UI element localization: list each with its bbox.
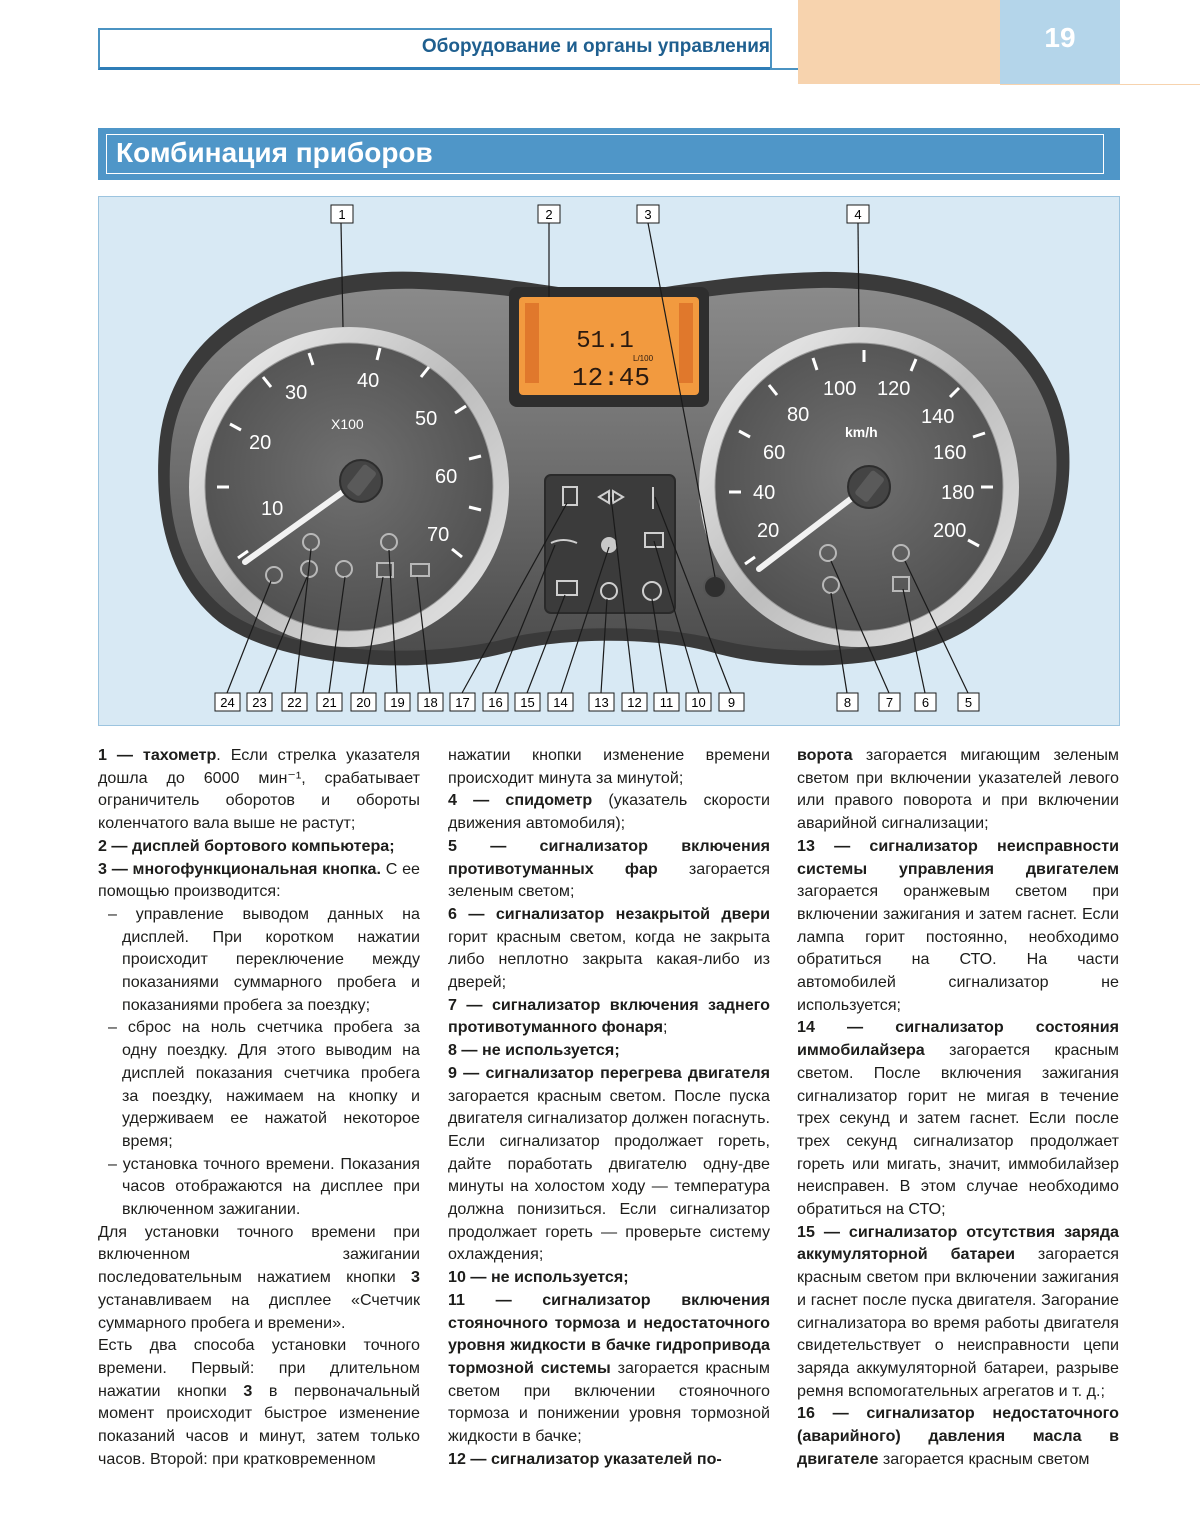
- speed-tick-60: 60: [763, 442, 786, 464]
- speed-tick-80: 80: [787, 404, 810, 426]
- item-5-term: 5 — сигнализатор включения противотуманных фар: [448, 836, 770, 878]
- item-2-paragraph: [98, 835, 420, 858]
- display-clock: 12:45: [571, 363, 651, 393]
- item-12-term-end: ворота: [797, 746, 853, 764]
- running-header-title: Оборудование и органы управления: [421, 36, 770, 57]
- tacho-tick-20: 20: [249, 432, 272, 454]
- display-reading: 51.1: [576, 328, 634, 355]
- speed-tick-200: 200: [933, 520, 967, 542]
- item-4-paragraph: [448, 789, 770, 834]
- callout-16: 16: [488, 695, 503, 710]
- tacho-tick-30: 30: [285, 382, 308, 404]
- speed-tick-160: 160: [933, 442, 967, 464]
- speed-unit: km/h: [845, 424, 878, 440]
- item-9-paragraph: [448, 1062, 770, 1266]
- item-12-paragraph: [448, 1448, 770, 1471]
- callout-18: 18: [423, 695, 438, 710]
- item-6-text: горит красным светом, когда не закрыта либо неплотно закрыта какая-либо из дверей;: [448, 927, 770, 992]
- speed-tick-120: 120: [877, 378, 911, 400]
- speed-tick-40: 40: [753, 482, 776, 504]
- item-5-text: загорается зеленым светом;: [448, 859, 770, 901]
- header-orange-block: [798, 0, 1000, 84]
- item-8-paragraph: [448, 1039, 770, 1062]
- item-1-term: 1 — тахометр: [98, 746, 217, 764]
- callout-15: 15: [520, 695, 535, 710]
- item-13-paragraph: [797, 835, 1119, 1017]
- callout-1: 1: [338, 207, 346, 222]
- item-7-paragraph: [448, 994, 770, 1039]
- header-rule: [770, 68, 800, 70]
- item-16-term: 16 — сигнализатор недостаточного (аварийного) давления масла в двигателе: [797, 1404, 1119, 1468]
- paragraph-bold: 3: [243, 1381, 253, 1400]
- item-12-text: загорается мигающим зеленым светом при включении указателей левого или правого поворота и при включении аварийной сигнализации;: [797, 746, 1119, 833]
- item-15-term: 15 — сигнализатор отсутствия заряда аккумуляторной батареи: [797, 1222, 1119, 1264]
- speedometer: [699, 327, 1019, 647]
- item-16-paragraph: [797, 1402, 1119, 1470]
- paragraph-text: в первоначальный момент происходит быстрое изменение показаний часов и минут, затем только часов. Второй: при кратковременном: [98, 1381, 421, 1468]
- callout-13: 13: [594, 695, 609, 710]
- item-3-term: 3 — многофункциональная кнопка.: [98, 859, 381, 878]
- callout-5: 5: [964, 695, 973, 710]
- paragraph: [98, 1221, 420, 1335]
- callout-22: 22: [287, 695, 302, 710]
- item-11-paragraph: [448, 1289, 770, 1448]
- instrument-cluster-figure: [98, 196, 1120, 726]
- callout-3: 3: [644, 207, 652, 222]
- callout-19: 19: [390, 695, 405, 710]
- tachometer: [189, 327, 509, 647]
- tacho-tick-40: 40: [357, 370, 380, 392]
- list-item: – управление выводом данных на дисплей. При коротком нажатии происходит переключение между показаниями суммарного пробега и показаниями пробега за поездку;: [108, 904, 420, 1014]
- tacho-multiplier: X100: [331, 416, 364, 432]
- item-11-term: 11 — сигнализатор включения стояночного тормоза и недостаточного уровня жидкости в бачке гидропривода тормозной системы: [448, 1290, 770, 1377]
- callouts-bottom: [215, 693, 979, 711]
- item-4-term: 4 — спидометр: [448, 791, 593, 810]
- item-16-text: загорается красным светом: [878, 1449, 1090, 1468]
- cluster-illustration: [99, 197, 1121, 727]
- item-8-term: 8 — не используется;: [448, 1041, 620, 1060]
- list-item: – сброс на ноль счетчика пробега за одну поездку. Для этого выводим на дисплей показания счетчика пробега за поездку, нажимаем на кнопку и удерживаем ее нажатой некоторое время;: [108, 1018, 420, 1150]
- text-column-1: [98, 744, 420, 1471]
- item-7-text: ;: [662, 1018, 668, 1037]
- tacho-tick-70: 70: [427, 524, 450, 546]
- list-item: – установка точного времени. Показания часов отображаются на дисплее при включенном зажигании.: [108, 1154, 420, 1219]
- callout-11: 11: [659, 695, 674, 710]
- item-14-term: 14 — сигнализатор состояния иммобилайзера: [797, 1018, 1119, 1060]
- tacho-tick-50: 50: [415, 408, 438, 430]
- text-column-2: [448, 744, 770, 1471]
- paragraph: нажатии кнопки изменение времени происходит минута за минутой;: [448, 746, 770, 787]
- paragraph-text: Для установки точного времени при включенном зажигании последовательным нажатием кнопки: [98, 1222, 420, 1287]
- callout-23: 23: [252, 695, 267, 710]
- speed-tick-140: 140: [921, 406, 955, 428]
- item-2-term: 2 — дисплей бортового компьютера;: [98, 836, 395, 855]
- item-12-continued: [797, 744, 1119, 835]
- item-13-text: загорается оранжевым светом при включении зажигания и затем гаснет. Если лампа горит постоянно, необходимо обратиться на СТО. На части автомобилей сигнализатор не используется;: [797, 882, 1119, 1014]
- paragraph-text: Есть два способа установки точного времени. Первый: при длительном нажатии кнопки: [98, 1336, 420, 1400]
- item-9-text: загорается красным светом. После пуска двигателя сигнализатор должен погаснуть. Если сигнализатор продолжает гореть, дайте поработать двигателю одну-две минуты на холостом ходу — температура должна понизиться. Если сигнализатор продолжает гореть — проверьте систему охлаждения;: [448, 1086, 770, 1264]
- item-10-paragraph: [448, 1266, 770, 1289]
- speed-tick-20: 20: [757, 520, 780, 542]
- callouts-top: [331, 205, 869, 223]
- section-title: Комбинация приборов: [116, 137, 433, 168]
- item-14-paragraph: [797, 1016, 1119, 1220]
- item-10-term: 10 — не используется;: [448, 1268, 629, 1287]
- item-4-text: (указатель скорости движения автомобиля);: [448, 791, 770, 833]
- callout-4: 4: [854, 207, 862, 222]
- paragraph-bold: 3: [411, 1268, 420, 1287]
- speed-tick-180: 180: [941, 482, 975, 504]
- item-15-paragraph: [797, 1221, 1119, 1403]
- page-number: 19: [1044, 22, 1076, 53]
- speed-tick-100: 100: [823, 378, 857, 400]
- header-thin-rule: [1000, 84, 1200, 85]
- text-column-3: [797, 744, 1119, 1471]
- item-3-paragraph: [98, 858, 420, 903]
- item-11-text: загорается красным светом при включении стояночного тормоза и понижении уровня тормозной жидкости в бачке;: [448, 1358, 770, 1446]
- paragraph: [98, 1334, 420, 1470]
- item-5-paragraph: [448, 835, 770, 903]
- item-14-text: загорается красным светом. После включения зажигания сигнализатор горит не мигая в течение трех секунд и затем гаснет. Если после трех секунд сигнализатор продолжает гореть или мигать, значит, иммобилайзер неисправен. В этом случае необходимо обратиться на СТО;: [797, 1041, 1119, 1219]
- callout-20: 20: [356, 695, 371, 710]
- item-12-term: 12 — сигнализатор указателей по-: [448, 1449, 722, 1468]
- item-15-text: загорается красным светом при включении зажигания и гаснет после пуска двигателя. Загорание сигнализатора во время работы двигателя свидетельствует о неисправности цепи заряда аккумуляторной батареи, разрыве ремня вспомогательных агрегатов и т. д.;: [797, 1245, 1119, 1400]
- callout-12: 12: [627, 695, 642, 710]
- callout-7: 7: [885, 695, 894, 710]
- item-6-paragraph: [448, 903, 770, 994]
- callout-2: 2: [545, 207, 553, 222]
- multifunction-button-illustration: [704, 576, 726, 598]
- callout-24: 24: [220, 695, 235, 710]
- item-6-term: 6 — сигнализатор незакрытой двери: [448, 904, 770, 923]
- callout-9: 9: [727, 695, 736, 710]
- callout-21: 21: [322, 695, 337, 710]
- item-13-term: 13 — сигнализатор неисправности системы управления двигателем: [797, 836, 1119, 878]
- tacho-tick-60: 60: [435, 466, 458, 488]
- item-1-text: . Если стрелка указателя дошла до 6000 мин⁻¹, срабатывает ограничитель оборотов и обороты коленчатого вала выше не растут;: [98, 746, 420, 833]
- item-7-term: 7 — сигнализатор включения заднего противотуманного фонаря: [448, 995, 770, 1037]
- display-unit: L/100: [633, 354, 654, 363]
- item-3-text: С ее помощью производится:: [98, 859, 421, 901]
- item-1-paragraph: [98, 744, 420, 835]
- callout-8: 8: [843, 695, 852, 710]
- callout-6: 6: [921, 695, 930, 710]
- callout-10: 10: [691, 695, 706, 710]
- paragraph-text: устанавливаем на дисплее «Счетчик суммарного пробега и времени».: [98, 1290, 420, 1332]
- callout-14: 14: [553, 695, 568, 710]
- callout-17: 17: [455, 695, 470, 710]
- item-9-term: 9 — сигнализатор перегрева двигателя: [448, 1063, 770, 1082]
- tacho-tick-10: 10: [261, 498, 284, 520]
